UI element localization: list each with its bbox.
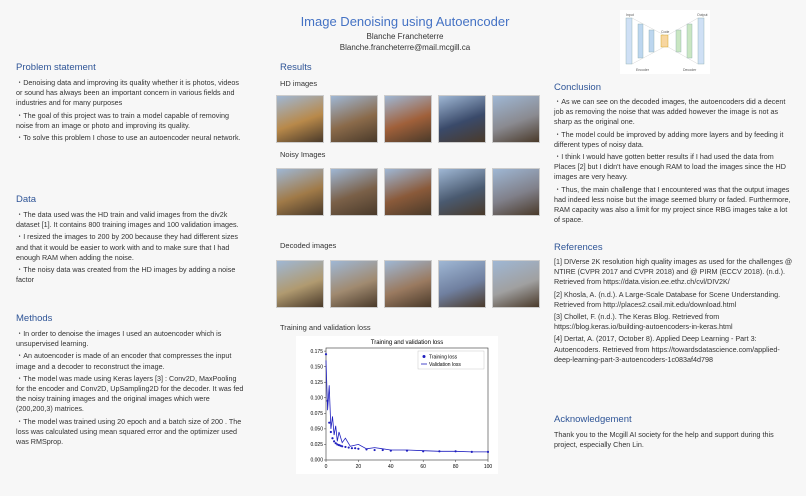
- hd-thumbnail: [492, 95, 540, 143]
- input-layer: [626, 18, 632, 64]
- training-loss-point: [330, 431, 332, 433]
- methods-item: ・The model was made using Keras layers [3] : Conv2D, MaxPooling for the encoder and Conv2D, UpSampling2D for the decoder. It was fed the noisy training images and the original images which were (200,200,3) matrices.: [16, 373, 244, 414]
- decoded-thumbnail: [438, 260, 486, 308]
- hd-thumbnail: [384, 95, 432, 143]
- decoded-thumbnail: [276, 260, 324, 308]
- y-tick-label: 0.150: [310, 364, 323, 371]
- loss-chart-svg: [296, 336, 498, 474]
- y-tick-label: 0.025: [310, 442, 323, 449]
- training-loss-point: [357, 448, 359, 450]
- training-loss-point: [348, 446, 350, 448]
- encoder-layer: [638, 24, 643, 58]
- hd-thumbnail: [276, 95, 324, 143]
- training-loss-point: [374, 449, 376, 451]
- training-loss-point: [341, 445, 343, 447]
- conclusion-item: ・As we can see on the decoded images, the autoencoders did a decent job as removing the noise that was added however the image is not as sharp as the original one.: [554, 97, 786, 127]
- data-item: ・I resized the images to 200 by 200 because they had different sizes and that it would be easier to work with and to make sure that I had enough RAM when adding the noise.: [16, 232, 239, 262]
- reference-item: [1] DIVerse 2K resolution high quality images as used for the challenges @ NTIRE (CVPR 2017 and CVPR 2018) and @ PIRM (ECCV 2018). (n.d.). Retrieved from https://data.vision.ee.ethz.ch/cvl/DIV2K/: [554, 257, 793, 287]
- problem-item: ・The goal of this project was to train a model capable of removing noise from an image or photo and improving its quality.: [16, 110, 229, 130]
- encoder-layer: [649, 30, 654, 52]
- training-loss-point: [333, 440, 335, 442]
- methods-item: ・An autoencoder is made of an encoder that compresses the input image and a decoder to reconstruct the image.: [16, 351, 232, 371]
- training-loss-point: [331, 437, 333, 439]
- problem-body: [16, 78, 244, 145]
- conclusion-item: ・The model could be improved by adding more layers and by feeding it different types of noisy data.: [554, 129, 784, 149]
- reference-item: [2] Khosla, A. (n.d.). A Large-Scale Database for Scene Understanding. Retrieved from http://places2.csail.mit.edu/download.html: [554, 289, 781, 309]
- acknowledgement-heading: Acknowledgement: [554, 414, 632, 425]
- code-layer: [661, 35, 668, 47]
- acknowledgement-body: Thank you to the Mcgill AI society for the help and support during this project, especially Chen Lin.: [554, 430, 774, 450]
- x-tick-label: 20: [355, 464, 362, 470]
- decoded-image-row: [276, 260, 540, 308]
- hd-thumbnail: [330, 95, 378, 143]
- diagram-encoder-label: Encoder: [636, 68, 650, 72]
- y-tick-label: 0.100: [310, 395, 323, 402]
- y-tick-label: 0.000: [310, 457, 323, 464]
- training-loss-point: [328, 422, 330, 424]
- y-tick-label: 0.175: [310, 348, 323, 355]
- hd-thumbnail: [438, 95, 486, 143]
- references-heading: References: [554, 242, 603, 253]
- loss-chart: [296, 336, 498, 474]
- data-body: [16, 210, 244, 287]
- problem-heading: Problem statement: [16, 62, 96, 73]
- loss-label: Training and validation loss: [280, 323, 371, 332]
- data-item: ・The noisy data was created from the HD images by adding a noise factor: [16, 265, 236, 285]
- results-heading: Results: [280, 62, 312, 73]
- methods-item: ・The model was trained using 20 epoch and a batch size of 200 . The loss was calculated using mean squared error and the optimizer used was RMSprop.: [16, 416, 242, 447]
- decoder-layer: [676, 30, 681, 52]
- decoded-images-label: Decoded images: [280, 241, 337, 250]
- y-tick-label: 0.075: [310, 411, 323, 418]
- decoded-thumbnail: [384, 260, 432, 308]
- noisy-thumbnail: [330, 168, 378, 216]
- x-tick-label: 40: [388, 464, 394, 470]
- methods-body: [16, 329, 244, 449]
- legend-training-marker: [423, 355, 426, 358]
- hd-images-label: HD images: [280, 79, 318, 88]
- diagram-decoder-label: Decoder: [683, 68, 697, 72]
- legend-validation-label: Validation loss: [429, 361, 461, 368]
- decoded-thumbnail: [492, 260, 540, 308]
- output-layer: [698, 18, 704, 64]
- chart-title: Training and validation loss: [370, 340, 444, 346]
- problem-item: ・To solve this problem I chose to use an autoencoder neural network.: [16, 133, 241, 143]
- data-item: ・The data used was the HD train and valid images from the div2k dataset [1]. It contains 800 training images and 100 validation images.: [16, 210, 239, 230]
- data-heading: Data: [16, 194, 37, 205]
- legend-training-label: Training loss: [429, 354, 458, 361]
- training-loss-point: [344, 446, 346, 448]
- training-loss-point: [351, 447, 353, 449]
- x-tick-label: 60: [420, 464, 426, 470]
- conclusion-body: [554, 97, 792, 227]
- methods-item: ・In order to denoise the images I used an autoencoder which is unsupervised learning.: [16, 329, 222, 349]
- decoded-thumbnail: [330, 260, 378, 308]
- noisy-thumbnail: [384, 168, 432, 216]
- author-name: Blanche Francheterre: [366, 32, 444, 41]
- y-tick-label: 0.125: [310, 379, 323, 386]
- training-loss-point: [354, 447, 356, 449]
- references-body: [554, 257, 794, 367]
- poster-title: Image Denoising using Autoencoder: [300, 14, 510, 29]
- author-email: Blanche.francheterre@mail.mcgill.ca: [339, 43, 471, 52]
- diagram-code-label: Code: [661, 30, 670, 34]
- noisy-thumbnail: [276, 168, 324, 216]
- hd-image-row: [276, 95, 540, 143]
- noisy-thumbnail: [438, 168, 486, 216]
- reference-item: [4] Dertat, A. (2017, October 8). Applied Deep Learning - Part 3: Autoencoders. Retrieved from https://towardsdatascience.com/applied-deep-learning-part-3-autoencoders-1c083af4d798: [554, 334, 780, 364]
- noisy-image-row: [276, 168, 540, 216]
- diagram-input-label: Input: [626, 13, 634, 17]
- conclusion-item: ・Thus, the main challenge that I encountered was that the output images had indeed less noise but the image seemed blurry or faded. Furthermore, RAM capacity was also a limit for my project since RBG images take a lot of space.: [554, 184, 791, 225]
- y-tick-label: 0.050: [310, 426, 323, 433]
- reference-item: [3] Chollet, F. (n.d.). The Keras Blog. Retrieved from https://blog.keras.io/building-autoencoders-in-keras.html: [554, 312, 733, 332]
- problem-item: ・Denoising data and improving its quality whether it is photos, videos or sound has always been an important concern in various fields and industries and for many purposes: [16, 78, 239, 108]
- decoder-layer: [687, 24, 692, 58]
- autoencoder-diagram: [620, 10, 710, 74]
- conclusion-item: ・I think I would have gotten better results if I had used the data from Places [2] but I didn't have enough RAM to load the images since the HD images are very heavy.: [554, 152, 786, 182]
- x-tick-label: 80: [452, 464, 459, 470]
- noisy-thumbnail: [492, 168, 540, 216]
- methods-heading: Methods: [16, 313, 53, 324]
- x-tick-label: 100: [483, 464, 493, 470]
- training-loss-point: [325, 353, 327, 355]
- x-tick-label: 0: [324, 464, 328, 470]
- conclusion-heading: Conclusion: [554, 82, 601, 93]
- noisy-images-label: Noisy Images: [280, 150, 326, 159]
- diagram-output-label: Output: [697, 13, 708, 17]
